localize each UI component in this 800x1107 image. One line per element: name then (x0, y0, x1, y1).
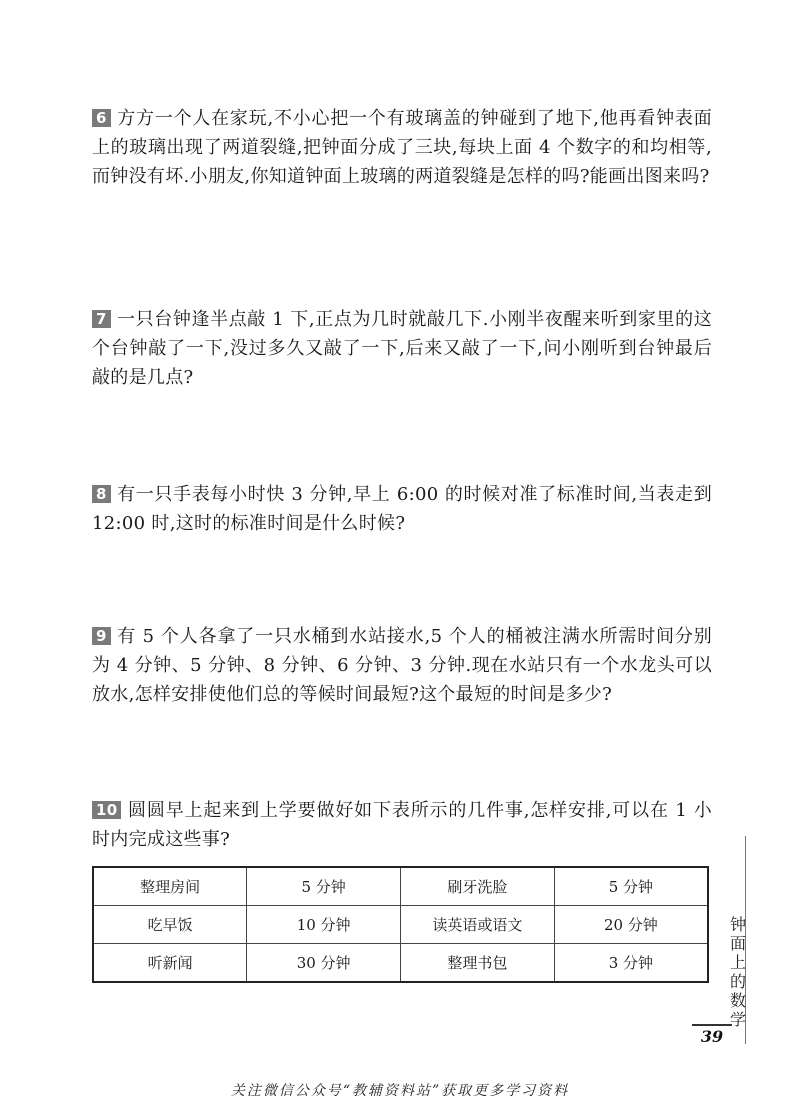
problem-number-6: 6 (92, 109, 111, 127)
table-cell: 5 分钟 (554, 867, 708, 906)
table-cell: 3 分钟 (554, 944, 708, 983)
problem-7 (92, 305, 712, 392)
table-cell: 听新闻 (93, 944, 247, 983)
table-cell: 整理书包 (401, 944, 555, 983)
problem-text-10: 圆圆早上起来到上学要做好如下表所示的几件事,怎样安排,可以在 1 小时内完成这些事? (92, 800, 712, 850)
problem-6 (92, 104, 712, 191)
task-table (92, 866, 709, 983)
table-row (93, 944, 708, 983)
table-row (93, 867, 708, 906)
table-cell: 吃早饭 (93, 906, 247, 944)
table-cell: 读英语或语文 (401, 906, 555, 944)
problem-number-7: 7 (92, 310, 111, 328)
problem-number-8: 8 (92, 485, 111, 503)
chapter-side-title: 钟面上的数学 (729, 915, 746, 1029)
problem-number-9: 9 (92, 627, 111, 645)
table-cell: 整理房间 (93, 867, 247, 906)
table-cell: 20 分钟 (554, 906, 708, 944)
problem-text-6: 方方一个人在家玩,不小心把一个有玻璃盖的钟碰到了地下,他再看钟表面上的玻璃出现了两道裂缝,把钟面分成了三块,每块上面 4 个数字的和均相等,而钟没有坏.小朋友,你知道钟面上玻璃的两道裂缝是怎样的吗?能画出图来吗? (92, 108, 712, 187)
problem-10 (92, 796, 712, 854)
problem-8 (92, 480, 712, 538)
table-cell: 5 分钟 (247, 867, 401, 906)
page-number: 39 (692, 1024, 732, 1047)
table-cell: 10 分钟 (247, 906, 401, 944)
problem-9 (92, 622, 712, 709)
problem-number-10: 10 (92, 801, 121, 819)
table-cell: 30 分钟 (247, 944, 401, 983)
table-cell: 刷牙洗脸 (401, 867, 555, 906)
problem-text-8: 有一只手表每小时快 3 分钟,早上 6:00 的时候对准了标准时间,当表走到 12:00 时,这时的标准时间是什么时候? (92, 484, 712, 534)
table-row (93, 906, 708, 944)
footer-watermark: 关注微信公众号“教辅资料站”获取更多学习资料 (230, 1083, 570, 1099)
problem-text-9: 有 5 个人各拿了一只水桶到水站接水,5 个人的桶被注满水所需时间分别为 4 分钟、5 分钟、8 分钟、6 分钟、3 分钟.现在水站只有一个水龙头可以放水,怎样安排使他们总的等候时间最短?这个最短的时间是多少? (92, 626, 712, 705)
problem-text-7: 一只台钟逢半点敲 1 下,正点为几时就敲几下.小刚半夜醒来听到家里的这个台钟敲了一下,没过多久又敲了一下,后来又敲了一下,问小刚听到台钟最后敲的是几点? (92, 309, 712, 388)
